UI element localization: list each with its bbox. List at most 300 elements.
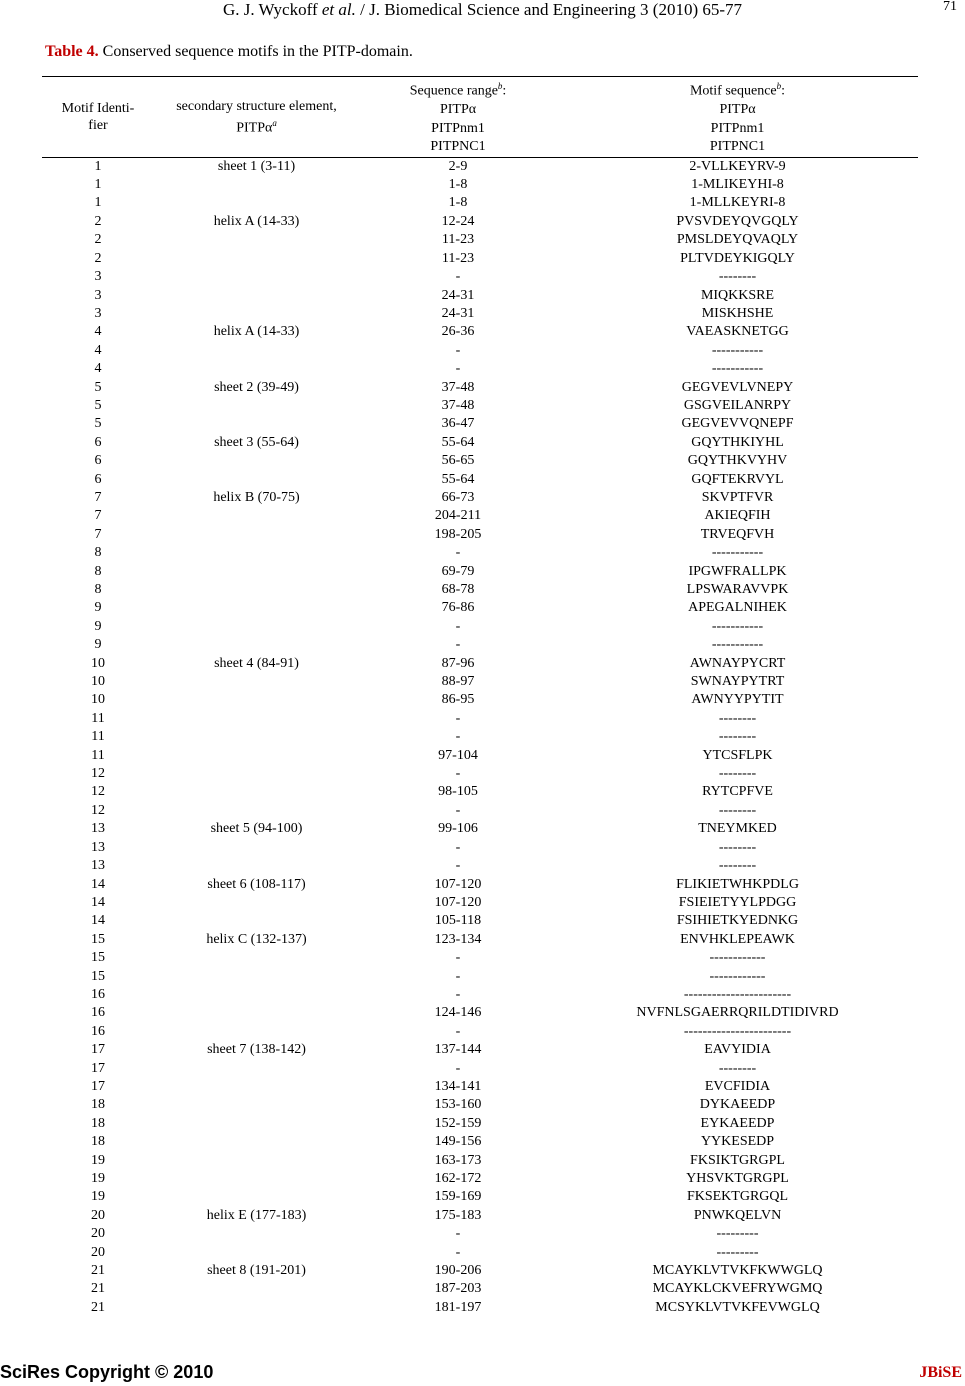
- table-row: [42, 1004, 918, 1022]
- cell-motif-id: 16: [91, 1023, 105, 1039]
- cell-range: 153-160: [434, 1097, 482, 1113]
- cell-sequence: TRVEQFVH: [700, 526, 775, 542]
- cell-sequence: YTCSFLPK: [702, 747, 773, 763]
- cell-structure: [154, 194, 359, 212]
- table-row: [42, 287, 918, 305]
- cell-range: 181-197: [434, 1299, 482, 1315]
- cell-motif-id: 10: [91, 655, 105, 671]
- cell-motif-id: 2: [94, 232, 102, 248]
- cell-range: 187-203: [434, 1281, 482, 1297]
- table-row: [42, 876, 918, 894]
- cell-sequence: AKIEQFIH: [704, 508, 771, 524]
- table-row: [42, 1096, 918, 1114]
- table-row: [42, 931, 918, 949]
- cell-motif-id: 4: [94, 324, 102, 340]
- cell-structure: [154, 673, 359, 691]
- cell-motif-id: 10: [91, 692, 105, 708]
- cell-sequence: -----------: [711, 545, 764, 561]
- cell-motif-id: 9: [94, 618, 102, 634]
- table-row: [42, 1207, 918, 1225]
- cell-motif-id: 10: [91, 674, 105, 690]
- cell-structure: [154, 949, 359, 967]
- table-row: [42, 434, 918, 452]
- table-row: [42, 471, 918, 489]
- cell-range: 66-73: [441, 489, 475, 505]
- table-row: [42, 1170, 918, 1188]
- cell-motif-id: 5: [94, 416, 102, 432]
- header-secondary-structure-line2: PITPα: [236, 120, 273, 136]
- cell-sequence: -----------: [711, 342, 764, 358]
- cell-motif-id: 11: [91, 747, 105, 763]
- cell-sequence: EAVYIDIA: [704, 1042, 771, 1058]
- cell-range: -: [455, 766, 461, 782]
- cell-range: 69-79: [441, 563, 475, 579]
- cell-structure: [154, 544, 359, 562]
- cell-structure: [154, 1225, 359, 1243]
- cell-structure: [154, 1004, 359, 1022]
- cell-motif-id: 5: [94, 379, 102, 395]
- cell-sequence: 1-MLIKEYHI-8: [691, 177, 784, 193]
- cell-structure: [154, 305, 359, 323]
- cell-sequence: PMSLDEYQVAQLY: [676, 232, 799, 248]
- cell-structure: sheet 3 (55-64): [214, 434, 299, 450]
- cell-range: 68-78: [441, 582, 475, 597]
- header-seq-species-3: PITPNC1: [709, 139, 766, 155]
- table-header: [42, 77, 918, 158]
- header-secondary-structure: [154, 77, 359, 158]
- cell-structure: helix C (132-137): [206, 931, 307, 947]
- cell-range: -: [455, 710, 461, 726]
- cell-motif-id: 21: [91, 1281, 105, 1297]
- cell-range: 86-95: [441, 692, 475, 708]
- cell-structure: helix A (14-33): [213, 324, 300, 340]
- header-secondary-structure-line1: secondary structure element,: [176, 98, 337, 114]
- cell-motif-id: 17: [91, 1060, 105, 1076]
- cell-structure: [154, 599, 359, 617]
- cell-structure: [154, 710, 359, 728]
- cell-range: 76-86: [441, 600, 475, 616]
- cell-motif-id: 8: [94, 582, 102, 597]
- cell-range: -: [455, 269, 461, 285]
- cell-motif-id: 12: [91, 784, 105, 800]
- cell-sequence: GQYTHKVYHV: [687, 453, 788, 469]
- cell-motif-id: 18: [91, 1097, 105, 1113]
- table-row: [42, 839, 918, 857]
- cell-structure: sheet 5 (94-100): [210, 821, 303, 837]
- cell-structure: sheet 8 (191-201): [207, 1263, 306, 1279]
- header-motif-sequence-footnote: b: [776, 81, 782, 91]
- cell-structure: [154, 1280, 359, 1298]
- cell-structure: [154, 783, 359, 801]
- cell-motif-id: 11: [91, 710, 105, 726]
- cell-sequence: -----------: [711, 637, 764, 653]
- cell-range: -: [455, 361, 461, 377]
- table-row: [42, 1244, 918, 1262]
- header-motif-identifier-line1: Motif Identi-: [61, 100, 135, 116]
- cell-structure: [154, 415, 359, 433]
- cell-structure: [154, 1299, 359, 1317]
- cell-sequence: DYKAEEDP: [699, 1097, 776, 1113]
- cell-sequence: -----------------------: [683, 986, 792, 1002]
- table-row: [42, 268, 918, 286]
- cell-range: 37-48: [441, 397, 475, 413]
- cell-motif-id: 9: [94, 637, 102, 653]
- cell-structure: [154, 1096, 359, 1114]
- cell-structure: [154, 1060, 359, 1078]
- cell-motif-id: 6: [94, 471, 102, 487]
- cell-sequence: YHSVKTGRGPL: [686, 1171, 789, 1186]
- running-head-journal: / J. Biomedical Science and Engineering 3 (2010) 65-77: [355, 0, 743, 19]
- cell-range: 134-141: [434, 1078, 482, 1094]
- cell-sequence: NVFNLSGAERRQRILDTIDIVRD: [636, 1005, 839, 1021]
- table-row: [42, 673, 918, 691]
- table-row: [42, 747, 918, 765]
- cell-range: 175-183: [434, 1207, 482, 1223]
- cell-motif-id: 3: [94, 287, 102, 303]
- cell-structure: [154, 1152, 359, 1170]
- cell-structure: [154, 231, 359, 249]
- cell-sequence: --------: [718, 710, 757, 726]
- header-range-species-2: PITPnm1: [431, 120, 485, 136]
- header-motif-sequence: [557, 77, 918, 102]
- cell-motif-id: 8: [94, 563, 102, 579]
- running-head-etal: et al.: [321, 0, 356, 19]
- cell-range: 24-31: [441, 305, 475, 321]
- cell-structure: [154, 342, 359, 360]
- cell-motif-id: 11: [91, 729, 105, 745]
- cell-sequence: GEGVEVVQNEPF: [681, 416, 794, 432]
- table-row: [42, 342, 918, 360]
- table-row: [42, 912, 918, 930]
- cell-sequence: ---------: [716, 1226, 759, 1242]
- cell-motif-id: 19: [91, 1152, 105, 1168]
- cell-structure: [154, 618, 359, 636]
- cell-sequence: AWNAYPYCRT: [689, 655, 786, 671]
- cell-structure: [154, 636, 359, 654]
- cell-sequence: SWNAYPYTRT: [690, 674, 785, 690]
- cell-range: 37-48: [441, 379, 475, 395]
- cell-sequence: MIQKKSRE: [700, 287, 775, 303]
- table-row: [42, 949, 918, 967]
- table-row: [42, 507, 918, 525]
- cell-structure: [154, 1244, 359, 1262]
- cell-sequence: 1-MLLKEYRI-8: [689, 195, 786, 211]
- cell-range: 99-106: [438, 821, 478, 837]
- header-sequence-range-label: Sequence range: [409, 83, 498, 99]
- cell-structure: [154, 747, 359, 765]
- cell-sequence: --------: [718, 729, 757, 745]
- cell-range: 24-31: [441, 287, 475, 303]
- cell-motif-id: 6: [94, 434, 102, 450]
- table-row: [42, 1041, 918, 1059]
- table-row: [42, 1115, 918, 1133]
- cell-range: -: [455, 986, 461, 1002]
- table-row: [42, 360, 918, 378]
- running-head-title: [0, 0, 965, 20]
- cell-motif-id: 13: [91, 821, 105, 837]
- cell-structure: sheet 6 (108-117): [207, 876, 306, 892]
- table-row: [42, 563, 918, 581]
- cell-motif-id: 16: [91, 986, 105, 1002]
- cell-range: -: [455, 1060, 461, 1076]
- cell-motif-id: 3: [94, 305, 102, 321]
- header-motif-sequence-label: Motif sequence: [689, 83, 777, 99]
- table-row: [42, 1280, 918, 1298]
- cell-sequence: RYTCPFVE: [702, 784, 773, 800]
- cell-range: -: [455, 858, 461, 874]
- cell-sequence: FSIEIETYYLPDGG: [678, 894, 797, 910]
- cell-sequence: LPSWARAVVPK: [686, 582, 789, 597]
- cell-range: -: [455, 545, 461, 561]
- cell-range: 198-205: [434, 526, 482, 542]
- cell-structure: [154, 986, 359, 1004]
- table-row: [42, 452, 918, 470]
- cell-sequence: ENVHKLEPEAWK: [680, 931, 795, 947]
- cell-motif-id: 7: [94, 489, 102, 505]
- cell-motif-id: 18: [91, 1134, 105, 1150]
- cell-range: 137-144: [434, 1042, 482, 1058]
- cell-range: -: [455, 968, 461, 984]
- cell-motif-id: 21: [91, 1263, 105, 1279]
- cell-structure: [154, 1170, 359, 1188]
- motif-table: [42, 76, 918, 1317]
- cell-motif-id: 9: [94, 600, 102, 616]
- table-row: [42, 415, 918, 433]
- cell-structure: [154, 1023, 359, 1041]
- table-row: [42, 765, 918, 783]
- cell-sequence: --------: [718, 839, 757, 855]
- running-head: [0, 0, 965, 24]
- cell-motif-id: 14: [91, 894, 105, 910]
- cell-structure: [154, 452, 359, 470]
- cell-sequence: APEGALNIHEK: [688, 600, 787, 616]
- table-row: [42, 728, 918, 746]
- cell-motif-id: 15: [91, 950, 105, 966]
- cell-motif-id: 13: [91, 858, 105, 874]
- cell-structure: helix E (177-183): [206, 1207, 307, 1223]
- cell-motif-id: 15: [91, 968, 105, 984]
- cell-range: 2-9: [448, 158, 468, 174]
- cell-motif-id: 20: [91, 1244, 105, 1260]
- cell-sequence: VAEASKNETGG: [686, 324, 789, 340]
- cell-sequence: --------: [718, 858, 757, 874]
- cell-range: 55-64: [441, 434, 475, 450]
- cell-sequence: SKVPTFVR: [701, 489, 774, 505]
- cell-motif-id: 7: [94, 526, 102, 542]
- cell-motif-id: 1: [94, 195, 102, 211]
- table-row: [42, 176, 918, 194]
- footer-copyright: SciRes Copyright © 2010: [0, 1362, 214, 1382]
- cell-structure: sheet 7 (138-142): [207, 1042, 306, 1058]
- table-row: [42, 636, 918, 654]
- table-row: [42, 1188, 918, 1206]
- cell-sequence: PVSVDEYQVGQLY: [676, 213, 799, 229]
- cell-range: 12-24: [441, 213, 475, 229]
- table-row: [42, 599, 918, 617]
- table-caption: [45, 43, 413, 61]
- cell-structure: [154, 912, 359, 930]
- cell-sequence: -----------------------: [683, 1023, 792, 1039]
- cell-motif-id: 20: [91, 1207, 105, 1223]
- cell-range: 98-105: [438, 784, 478, 800]
- cell-range: -: [455, 1023, 461, 1039]
- table-row: [42, 655, 918, 673]
- cell-sequence: FSIHIETKYEDNKG: [676, 913, 799, 929]
- cell-structure: [154, 839, 359, 857]
- cell-sequence: FKSEKTGRGQL: [686, 1189, 789, 1205]
- table-row: [42, 618, 918, 636]
- table-row: [42, 489, 918, 507]
- cell-sequence: MCAYKLCKVEFRYWGMQ: [652, 1281, 823, 1297]
- cell-motif-id: 18: [91, 1115, 105, 1131]
- table-caption-text: Conserved sequence motifs in the PITP-domain.: [98, 43, 413, 60]
- cell-sequence: ---------: [716, 1244, 759, 1260]
- cell-sequence: PNWKQELVN: [693, 1207, 782, 1223]
- cell-range: 105-118: [434, 913, 482, 929]
- cell-sequence: EYKAEEDP: [700, 1115, 775, 1131]
- cell-sequence: FKSIKTGRGPL: [690, 1152, 785, 1168]
- cell-range: -: [455, 637, 461, 653]
- cell-motif-id: 6: [94, 453, 102, 469]
- cell-sequence: AWNYYPYTIT: [691, 692, 784, 708]
- cell-sequence: MCSYKLVTVKFEVWGLQ: [655, 1299, 820, 1315]
- table-row: [42, 802, 918, 820]
- cell-range: 163-173: [434, 1152, 482, 1168]
- cell-motif-id: 14: [91, 876, 105, 892]
- cell-motif-id: 1: [94, 158, 102, 174]
- cell-sequence: ------------: [709, 950, 766, 966]
- cell-structure: [154, 287, 359, 305]
- page-number: 71: [943, 0, 957, 14]
- running-head-authors: G. J. Wyckoff: [222, 0, 322, 19]
- cell-range: 56-65: [441, 453, 475, 469]
- cell-motif-id: 19: [91, 1189, 105, 1205]
- cell-range: 190-206: [434, 1263, 482, 1279]
- cell-sequence: --------: [718, 766, 757, 782]
- cell-motif-id: 19: [91, 1171, 105, 1186]
- cell-motif-id: 12: [91, 802, 105, 818]
- table-row: [42, 986, 918, 1004]
- cell-motif-id: 7: [94, 508, 102, 524]
- table-row: [42, 231, 918, 249]
- cell-structure: [154, 728, 359, 746]
- header-sequence-range-footnote: b: [497, 81, 503, 91]
- cell-structure: [154, 507, 359, 525]
- cell-range: -: [455, 802, 461, 818]
- cell-range: 107-120: [434, 894, 482, 910]
- table-row: [42, 1023, 918, 1041]
- cell-structure: [154, 471, 359, 489]
- table-row: [42, 323, 918, 341]
- header-seq-species-1: PITPα: [719, 102, 756, 118]
- cell-structure: sheet 1 (3-11): [217, 158, 296, 174]
- motif-table-container: [42, 76, 918, 1317]
- cell-sequence: GSGVEILANRPY: [683, 397, 792, 413]
- cell-structure: [154, 360, 359, 378]
- table-row: [42, 397, 918, 415]
- cell-structure: [154, 968, 359, 986]
- cell-sequence: FLIKIETWHKPDLG: [676, 876, 799, 892]
- cell-structure: [154, 563, 359, 581]
- cell-structure: [154, 691, 359, 709]
- cell-range: 1-8: [448, 195, 468, 211]
- cell-range: 1-8: [448, 177, 468, 193]
- cell-range: -: [455, 950, 461, 966]
- cell-range: 87-96: [441, 655, 475, 671]
- table-row: [42, 213, 918, 231]
- table-row: [42, 1225, 918, 1243]
- header-motif-sequence-colon: :: [781, 83, 786, 99]
- cell-sequence: MISKHSHE: [701, 305, 774, 321]
- cell-range: 88-97: [441, 674, 475, 690]
- header-secondary-structure-footnote: a: [272, 117, 277, 128]
- table-row: [42, 305, 918, 323]
- table-row: [42, 157, 918, 176]
- cell-sequence: 2-VLLKEYRV-9: [689, 158, 786, 174]
- cell-structure: [154, 802, 359, 820]
- table-row: [42, 1152, 918, 1170]
- cell-range: 97-104: [438, 747, 478, 763]
- table-row: [42, 544, 918, 562]
- cell-motif-id: 17: [91, 1078, 105, 1094]
- header-motif-identifier: [42, 77, 154, 158]
- cell-structure: sheet 2 (39-49): [214, 379, 299, 395]
- cell-range: -: [455, 1244, 461, 1260]
- header-sequence-range-colon: :: [502, 83, 507, 99]
- cell-motif-id: 13: [91, 839, 105, 855]
- cell-range: -: [455, 618, 461, 634]
- cell-structure: [154, 1188, 359, 1206]
- cell-motif-id: 8: [94, 545, 102, 561]
- table-row: [42, 526, 918, 544]
- cell-structure: [154, 1133, 359, 1151]
- cell-range: 11-23: [441, 232, 475, 248]
- table-row: [42, 857, 918, 875]
- cell-motif-id: 16: [91, 1005, 105, 1021]
- cell-motif-id: 17: [91, 1042, 105, 1058]
- cell-structure: [154, 1078, 359, 1096]
- cell-structure: [154, 1115, 359, 1133]
- cell-sequence: --------: [718, 1060, 757, 1076]
- cell-structure: [154, 268, 359, 286]
- cell-motif-id: 2: [94, 213, 102, 229]
- header-seq-species-2: PITPnm1: [710, 120, 765, 136]
- header-sequence-range: [359, 77, 557, 102]
- cell-structure: [154, 176, 359, 194]
- cell-range: -: [455, 729, 461, 745]
- cell-structure: [154, 250, 359, 268]
- cell-range: -: [455, 1226, 461, 1242]
- cell-range: 11-23: [441, 250, 475, 266]
- cell-motif-id: 21: [91, 1299, 105, 1315]
- table-row: [42, 783, 918, 801]
- cell-sequence: GEGVEVLVNEPY: [681, 379, 794, 395]
- table-row: [42, 710, 918, 728]
- cell-sequence: --------: [718, 802, 757, 818]
- cell-sequence: YYKESEDP: [700, 1134, 775, 1150]
- cell-sequence: TNEYMKED: [698, 821, 777, 837]
- cell-range: 36-47: [441, 416, 475, 432]
- cell-structure: [154, 581, 359, 599]
- table-row: [42, 194, 918, 212]
- table-row: [42, 1133, 918, 1151]
- table-row: [42, 691, 918, 709]
- cell-structure: helix A (14-33): [213, 213, 300, 229]
- cell-sequence: -----------: [711, 618, 764, 634]
- cell-range: 107-120: [434, 876, 482, 892]
- cell-sequence: PLTVDEYKIGQLY: [680, 250, 795, 266]
- header-range-species-1: PITPα: [439, 102, 477, 118]
